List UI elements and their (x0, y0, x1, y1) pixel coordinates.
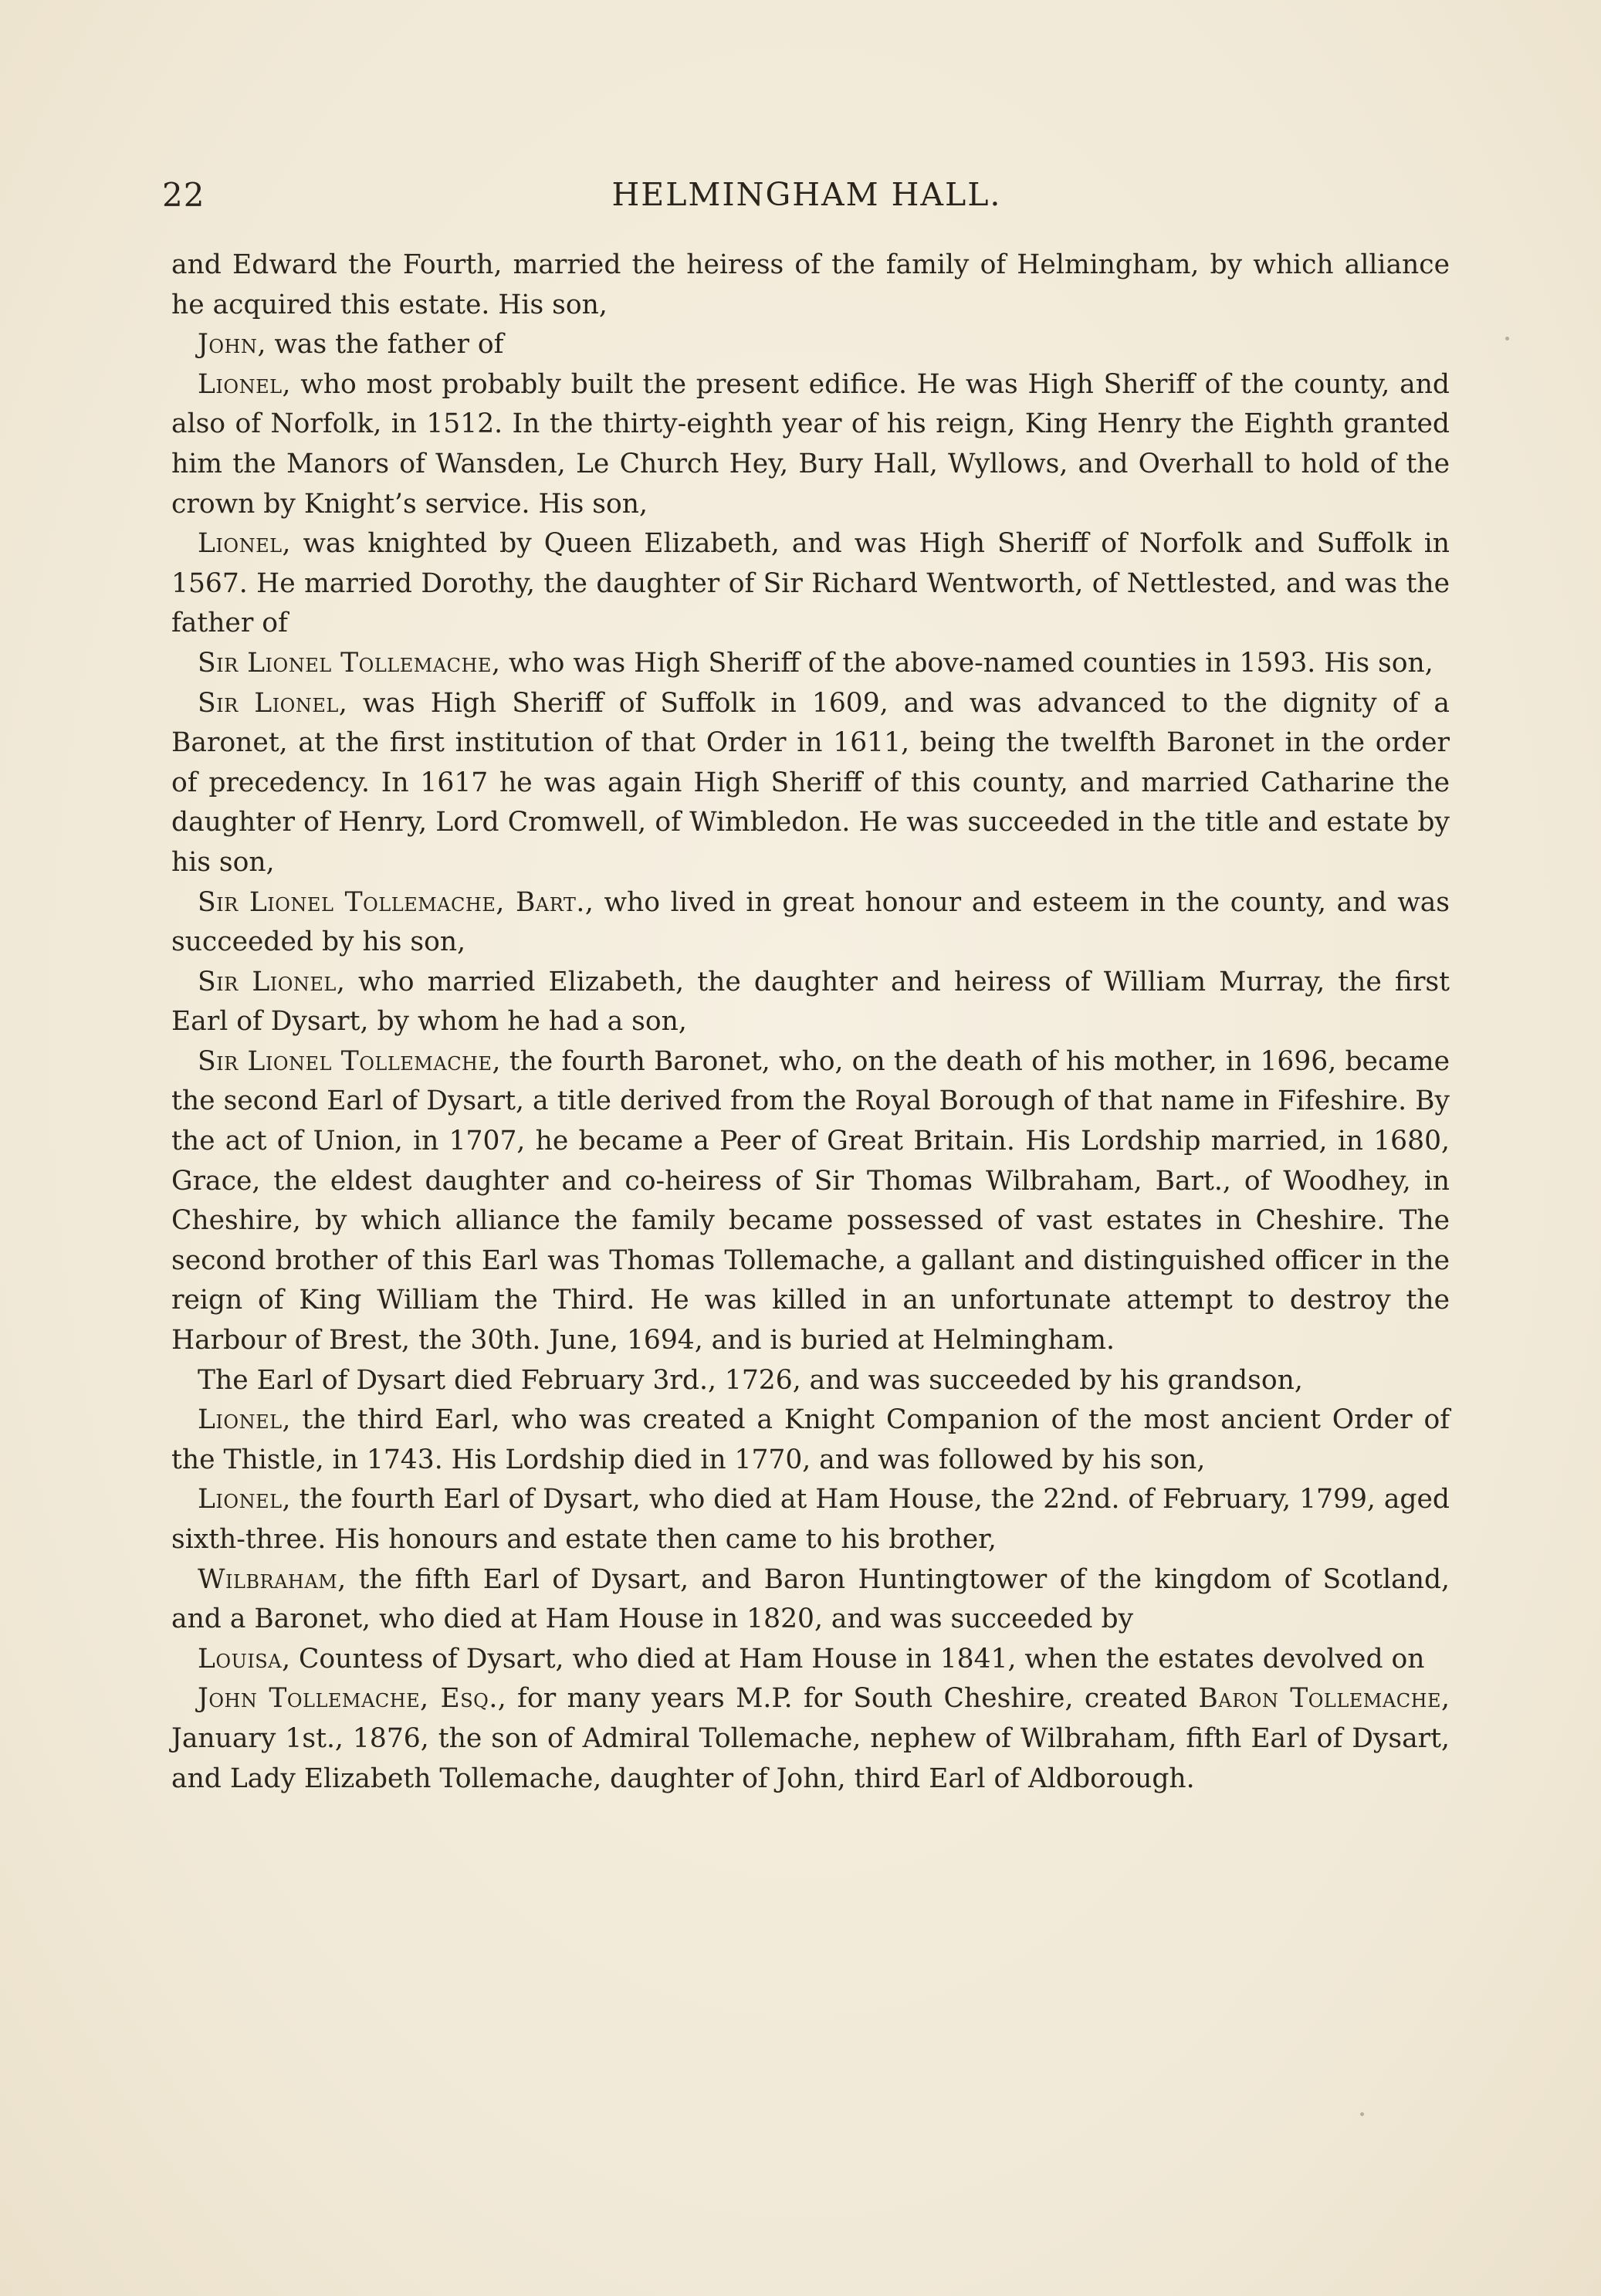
paragraph (171, 365, 1450, 524)
paper-speck (1505, 337, 1509, 340)
paragraph-text: , who lived in great honour and esteem in the county, and was succeeded by his son, (171, 886, 1450, 958)
paragraph (171, 1679, 1450, 1799)
paragraph-lead-name: Wilbraham (198, 1563, 338, 1595)
paragraph (171, 644, 1450, 684)
paragraph (171, 1480, 1450, 1559)
paragraph (171, 1400, 1450, 1480)
paragraph-text: , who married Elizabeth, the daughter and heiress of William Murray, the first Earl of Dysart, by whom he had a son, (171, 966, 1450, 1038)
paragraph-lead-name: Louisa (198, 1643, 283, 1675)
paragraph-text: , was High Sheriff of Suffolk in 1609, and was advanced to the dignity of a Baronet, at the first institution of that Order in 1611, being the twelfth Baronet in the order of precedency. In 1617 he was again High Sheriff of this county, and married Catharine the daughter of Henry, Lord Cromwell, of Wimbledon. He was succeeded in the title and estate by his son, (171, 687, 1450, 878)
paragraph-lead-name: John (198, 329, 258, 361)
paragraph-text: , Countess of Dysart, who died at Ham House in 1841, when the estates devolved on (282, 1643, 1425, 1675)
body-text (171, 246, 1450, 1799)
paragraph-text: , who was High Sheriff of the above-named counties in 1593. His son, (491, 647, 1433, 679)
paragraph-lead-name: Sir Lionel (198, 966, 337, 997)
paragraph-text: The Earl of Dysart died February 3rd., 1726, and was succeeded by his grandson, (198, 1364, 1303, 1396)
paragraph-lead-name: Sir Lionel Tollemache (198, 647, 492, 679)
paragraph (171, 963, 1450, 1042)
paragraph-text: , for many years M.P. for South Cheshire, created (497, 1683, 1199, 1715)
paragraph (171, 1361, 1450, 1401)
page-number: 22 (162, 176, 205, 214)
paragraph-lead-name: Lionel (198, 1484, 283, 1515)
paragraph-title-name: Baron Tollemache (1198, 1683, 1442, 1715)
paragraph-lead-name: Lionel (198, 1404, 283, 1436)
running-title: HELMINGHAM HALL. (611, 176, 1002, 213)
paragraph-text: , the third Earl, who was created a Knight Companion of the most ancient Order of the Thistle, in 1743. His Lordship died in 1770, and was followed by his son, (171, 1404, 1450, 1475)
paragraph-text: , who most probably built the present edifice. He was High Sheriff of the county, and also of Norfolk, in 1512. In the thirty-eighth year of his reign, King Henry the Eighth granted him the Manors of Wansden, Le Church Hey, Bury Hall, Wyllows, and Overhall to hold of the crown by Knight’s service. His son, (171, 368, 1450, 520)
paragraph-text: and Edward the Fourth, married the heiress of the family of Helmingham, by which alliance he acquired this estate. His son, (171, 249, 1450, 320)
paragraph-text: , the fourth Earl of Dysart, who died at Ham House, the 22nd. of February, 1799, aged sixth-three. His honours and estate then came to his brother, (171, 1484, 1450, 1555)
paragraph-lead-name: Lionel (198, 368, 283, 400)
paragraph-lead-name: John Tollemache, Esq. (198, 1683, 498, 1715)
paragraph-text: , was knighted by Queen Elizabeth, and was High Sheriff of Norfolk and Suffolk in 1567. He married Dorothy, the daughter of Sir Richard Wentworth, of Nettlested, and was the father of (171, 528, 1450, 639)
paragraph-text: , the fifth Earl of Dysart, and Baron Huntingtower of the kingdom of Scotland, and a Baronet, who died at Ham House in 1820, and was succeeded by (171, 1563, 1450, 1635)
paragraph (171, 524, 1450, 644)
paragraph (171, 1640, 1450, 1680)
page-header (158, 176, 1455, 222)
paragraph (171, 684, 1450, 883)
paragraph-text: , was the father of (257, 329, 504, 361)
paragraph-lead-name: Lionel (198, 528, 283, 560)
paragraph (171, 1042, 1450, 1361)
paragraph (171, 1560, 1450, 1640)
paragraph (171, 246, 1450, 325)
paragraph-text: , January 1st., 1876, the son of Admiral Tollemache, nephew of Wilbraham, fifth Earl of Dysart, and Lady Elizabeth Tollemache, daughter of John, third Earl of Aldborough. (171, 1683, 1450, 1794)
paragraph-text: , the fourth Baronet, who, on the death of his mother, in 1696, became the second Earl of Dysart, a title derived from the Royal Borough of that name in Fifeshire. By the act of Union, in 1707, he became a Peer of Great Britain. His Lordship married, in 1680, Grace, the eldest daughter and co-heiress of Sir Thomas Wilbraham, Bart., of Woodhey, in Cheshire, by which alliance the family became possessed of vast estates in Cheshire. The second brother of this Earl was Thomas Tollemache, a gallant and distinguished officer in the reign of King William the Third. He was killed in an unfortunate attempt to destroy the Harbour of Brest, the 30th. June, 1694, and is buried at Helmingham. (171, 1045, 1450, 1356)
paragraph-lead-name: Sir Lionel Tollemache, Bart. (198, 886, 585, 918)
paragraph (171, 883, 1450, 963)
paragraph (171, 325, 1450, 365)
paper-speck (1360, 2112, 1364, 2116)
paragraph-lead-name: Sir Lionel (198, 687, 339, 719)
paragraph-lead-name: Sir Lionel Tollemache (198, 1045, 492, 1077)
